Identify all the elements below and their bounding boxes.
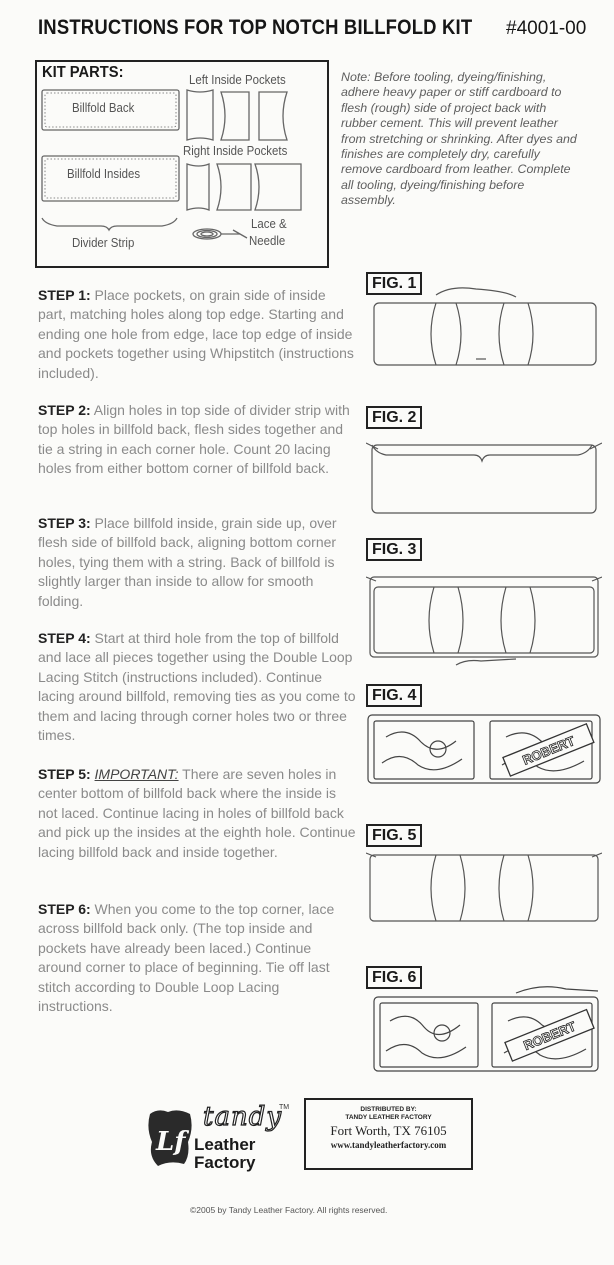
figure-5-label: FIG. 5 <box>366 824 422 847</box>
figure-2-drawing <box>366 417 602 517</box>
step-4-label: STEP 4: <box>38 630 91 646</box>
kit-parts-box <box>35 60 329 268</box>
right-pockets-label: Right Inside Pockets <box>183 143 288 158</box>
billfold-insides-label: Billfold Insides <box>67 166 141 181</box>
step-6-text: When you come to the top corner, lace across billfold back only. (The top inside and pockets have already been laced.) Continue around corner to place of beginning. Tie off last stitch according to Double Loop Lacing instructions. <box>38 901 335 1015</box>
step-3-text: Place billfold inside, grain side up, over flesh side of billfold back, aligning bottom corner holes, tying them with a string. Back of billfold is slightly larger than inside to allow for smooth folding. <box>38 515 337 609</box>
divider-strip-label: Divider Strip <box>72 235 135 250</box>
footer <box>0 1098 614 1218</box>
needle-label: Needle <box>249 233 286 248</box>
step-6-label: STEP 6: <box>38 901 91 917</box>
distributor-website: www.tandyleatherfactory.com <box>330 1140 447 1150</box>
figure-1-label: FIG. 1 <box>366 272 422 295</box>
kit-parts-title: KIT PARTS: <box>42 64 124 81</box>
figure-3 <box>366 538 602 671</box>
figure-4-drawing <box>366 697 602 785</box>
step-1 <box>38 286 356 383</box>
tandy-logo-mark-icon <box>144 1108 196 1168</box>
svg-text:Lf: Lf <box>156 1127 186 1157</box>
step-4 <box>38 629 356 745</box>
billfold-back-label: Billfold Back <box>72 100 135 115</box>
left-pockets-label: Left Inside Pockets <box>189 72 286 87</box>
distributor-company: TANDY LEATHER FACTORY <box>345 1114 432 1121</box>
lace-label: Lace & <box>251 216 287 231</box>
figure-3-label: FIG. 3 <box>366 538 422 561</box>
step-2-label: STEP 2: <box>38 402 91 418</box>
figure-6 <box>366 966 602 1075</box>
note-text: Note: Before tooling, dyeing/finishing, adhere heavy paper or stiff cardboard to flesh (rough) side of project back with rubber cement. This will prevent leather from stretching or shrinking. After dyes and finishes are completely dry, carefully remove cardboard from leather. Complete all tooling, dyeing/finishing before assembly. <box>341 70 577 208</box>
step-5-important: IMPORTANT: <box>94 766 179 782</box>
step-5-text: There are seven holes in center bottom of billfold back where the inside is not laced. Continue lacing in holes of billfold back and pick up the insides at the eighth hole. Continue lacing billfold back and inside together. <box>38 766 356 860</box>
figure-6-drawing <box>366 979 602 1075</box>
figure-5-drawing <box>366 837 602 925</box>
step-3 <box>38 514 356 611</box>
brand-tm: TM <box>279 1104 290 1111</box>
step-1-text: Place pockets, on grain side of inside part, matching holes along top edge. Starting and ending one hole from edge, lace top edge of inside and pockets together using Whipstitch (instructions included). <box>38 287 354 381</box>
step-4-text: Start at third hole from the top of billfold and lace all pieces together using the Double Loop Lacing Stitch (instructions included). Continue lacing around billfold, removing ties as you come to them and lacing through corner holes two or three times. <box>38 630 356 744</box>
banner-text-fig6: ROBERT <box>521 1018 578 1054</box>
figure-4-label: FIG. 4 <box>366 684 422 707</box>
distributor-city: Fort Worth, TX 76105 <box>330 1123 447 1138</box>
brand-factory: Factory <box>194 1153 256 1172</box>
product-code: #4001-00 <box>506 18 587 39</box>
figure-6-label: FIG. 6 <box>366 966 422 989</box>
brand-leather: Leather <box>194 1135 256 1154</box>
page-title: INSTRUCTIONS FOR TOP NOTCH BILLFOLD KIT <box>38 16 473 39</box>
step-5 <box>38 765 356 862</box>
step-5-label: STEP 5: <box>38 766 91 782</box>
step-3-label: STEP 3: <box>38 515 91 531</box>
step-6 <box>38 900 356 1016</box>
figure-2 <box>366 406 602 517</box>
brand-tandy: tandy <box>203 1102 283 1132</box>
distributed-by-label: DISTRIBUTED BY: <box>360 1106 417 1113</box>
step-2 <box>38 401 356 479</box>
figure-1 <box>366 272 602 369</box>
figure-4 <box>366 684 602 785</box>
banner-text-fig4: ROBERT <box>520 733 577 768</box>
step-1-label: STEP 1: <box>38 287 91 303</box>
distributor-box <box>304 1098 473 1170</box>
figure-5 <box>366 824 602 925</box>
figure-3-drawing <box>366 551 602 671</box>
copyright: ©2005 by Tandy Leather Factory. All rights reserved. <box>190 1205 388 1215</box>
figure-2-label: FIG. 2 <box>366 406 422 429</box>
step-2-text: Align holes in top side of divider strip with top holes in billfold back, flesh sides together and tie a string in each corner hole. Count 20 lacing holes from either bottom corner of billfold back. <box>38 402 350 477</box>
